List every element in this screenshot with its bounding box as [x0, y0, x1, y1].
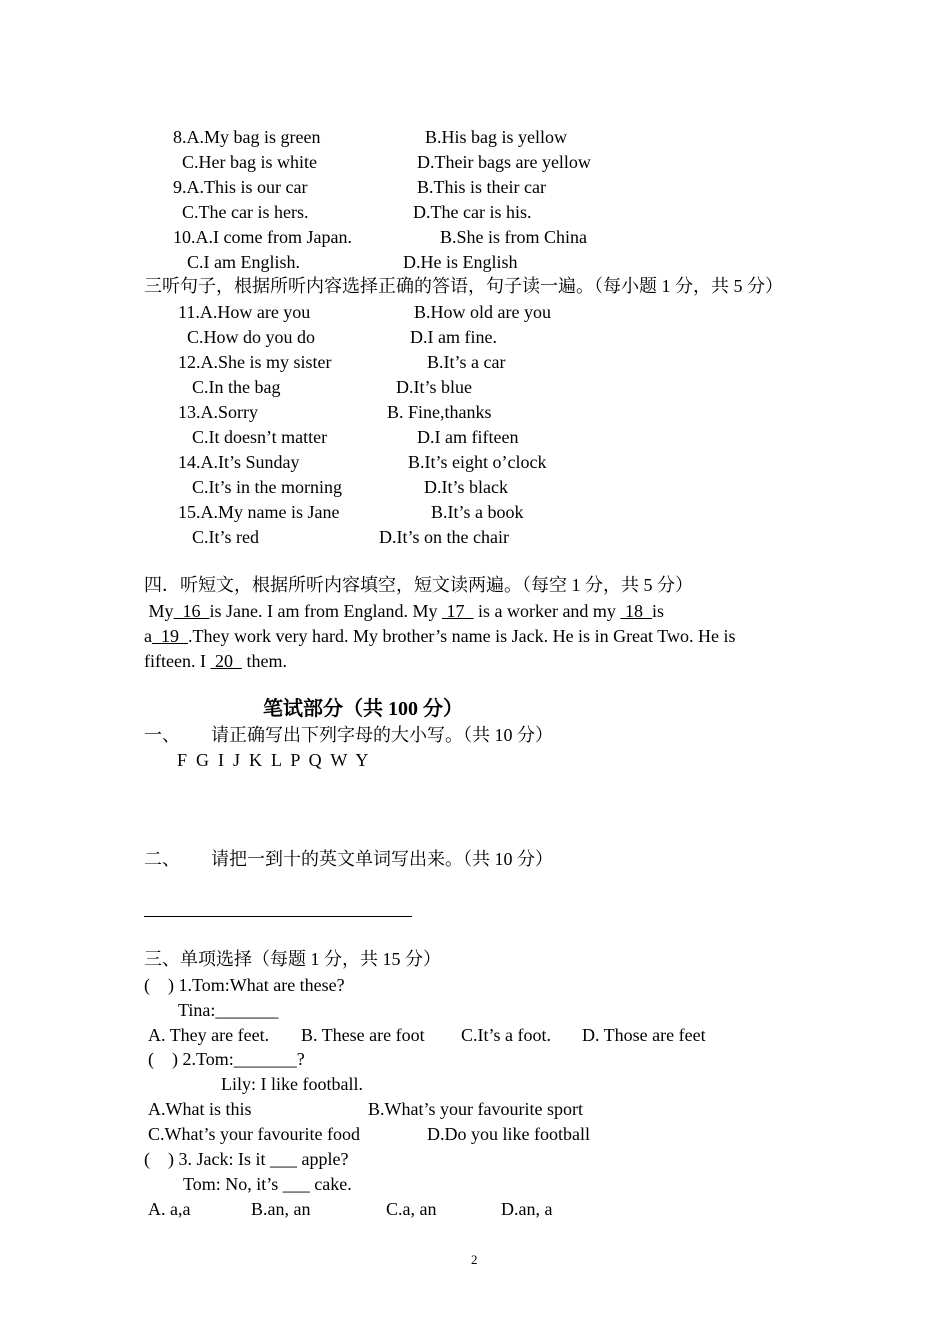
mc-q2-option-c: C.What’s your favourite food	[148, 1124, 360, 1144]
blank-17: 17	[441, 601, 474, 621]
mc-q2-reply: Lily: I like football.	[221, 1074, 363, 1094]
q9-option-d: D.The car is his.	[413, 202, 532, 222]
mc-q2-option-a: A.What is this	[148, 1099, 252, 1119]
blank-16: 16	[173, 601, 210, 621]
q11-option-b: B.How old are you	[414, 302, 551, 322]
written-section-2-number: 二、	[144, 849, 180, 869]
q14-option-b: B.It’s eight o’clock	[408, 452, 547, 472]
answer-line	[144, 916, 412, 917]
q15-option-d: D.It’s on the chair	[379, 527, 509, 547]
q13-option-a: 13.A.Sorry	[178, 402, 258, 422]
mc-q3-stem: ( ) 3. Jack: Is it ___ apple?	[144, 1149, 349, 1169]
mc-q3-reply: Tom: No, it’s ___ cake.	[183, 1174, 352, 1194]
passage-text: a	[144, 626, 152, 646]
q14-option-a: 14.A.It’s Sunday	[178, 452, 300, 472]
passage-text: is	[651, 601, 664, 621]
written-section-2-heading: 请把一到十的英文单词写出来。（共 10 分）	[211, 849, 553, 869]
blank-18: 18	[620, 601, 652, 621]
mc-q1-stem: ( ) 1.Tom:What are these?	[144, 975, 345, 995]
q8-option-d: D.Their bags are yellow	[417, 152, 591, 172]
q11-option-a: 11.A.How are you	[178, 302, 311, 322]
mc-q3-option-c: C.a, an	[386, 1199, 437, 1219]
written-section-3-heading: 三、单项选择（每题 1 分，共 15 分）	[144, 949, 441, 969]
q14-option-c: C.It’s in the morning	[192, 477, 342, 497]
written-section-1-heading: 请正确写出下列字母的大小写。（共 10 分）	[211, 725, 553, 745]
q13-option-b: B. Fine,thanks	[387, 402, 492, 422]
q12-option-b: B.It’s a car	[427, 352, 506, 372]
q10-option-b: B.She is from China	[440, 227, 587, 247]
q10-option-c: C.I am English.	[187, 252, 300, 272]
q10-option-d: D.He is English	[403, 252, 518, 272]
q9-option-a: 9.A.This is our car	[173, 177, 308, 197]
mc-q1-reply: Tina:_______	[178, 1000, 279, 1020]
mc-q1-option-c: C.It’s a foot.	[461, 1025, 551, 1045]
q8-option-b: B.His bag is yellow	[425, 127, 567, 147]
section-3-heading: 三听句子，根据所听内容选择正确的答语，句子读一遍。（每小题 1 分，共 5 分）	[144, 276, 783, 296]
q8-option-a: 8.A.My bag is green	[173, 127, 321, 147]
q11-option-c: C.How do you do	[187, 327, 316, 347]
passage-text: is Jane. I am from England. My	[209, 601, 442, 621]
q8-option-c: C.Her bag is white	[182, 152, 317, 172]
q12-option-d: D.It’s blue	[396, 377, 472, 397]
q12-option-c: C.In the bag	[192, 377, 281, 397]
q15-option-c: C.It’s red	[192, 527, 259, 547]
passage-text: My	[144, 601, 174, 621]
q15-option-a: 15.A.My name is Jane	[178, 502, 340, 522]
mc-q3-option-b: B.an, an	[251, 1199, 311, 1219]
q15-option-b: B.It’s a book	[431, 502, 524, 522]
written-section-1-number: 一、	[144, 725, 180, 745]
passage-text: them.	[241, 651, 287, 671]
mc-q1-option-d: D. Those are feet	[582, 1025, 706, 1045]
q11-option-d: D.I am fine.	[410, 327, 497, 347]
section-4-heading: 四．听短文，根据所听内容填空，短文读两遍。（每空 1 分，共 5 分）	[144, 575, 693, 595]
q9-option-b: B.This is their car	[417, 177, 546, 197]
letters-list: F G I J K L P Q W Y	[177, 750, 369, 770]
mc-q1-option-a: A. They are feet.	[148, 1025, 270, 1045]
passage-line-1	[144, 599, 664, 623]
mc-q2-stem: ( ) 2.Tom:_______?	[148, 1049, 305, 1069]
q13-option-d: D.I am fifteen	[417, 427, 519, 447]
page-number: 2	[471, 1252, 478, 1267]
q13-option-c: C.It doesn’t matter	[192, 427, 328, 447]
q10-option-a: 10.A.I come from Japan.	[173, 227, 352, 247]
passage-line-2	[144, 624, 735, 648]
passage-text: .They work very hard. My brother’s name is Jack. He is in Great Two. He is	[188, 626, 736, 646]
q14-option-d: D.It’s black	[424, 477, 508, 497]
q12-option-a: 12.A.She is my sister	[178, 352, 332, 372]
blank-20: 20	[210, 651, 242, 671]
mc-q3-option-d: D.an, a	[501, 1199, 553, 1219]
passage-line-3	[144, 649, 287, 673]
mc-q2-option-d: D.Do you like football	[427, 1124, 590, 1144]
written-part-title: 笔试部分（共 100 分）	[263, 698, 463, 720]
passage-text: is a worker and my	[473, 601, 621, 621]
passage-text: fifteen. I	[144, 651, 211, 671]
mc-q2-option-b: B.What’s your favourite sport	[368, 1099, 583, 1119]
mc-q1-option-b: B. These are foot	[301, 1025, 425, 1045]
blank-19: 19	[152, 626, 188, 646]
q9-option-c: C.The car is hers.	[182, 202, 309, 222]
mc-q3-option-a: A. a,a	[148, 1199, 191, 1219]
